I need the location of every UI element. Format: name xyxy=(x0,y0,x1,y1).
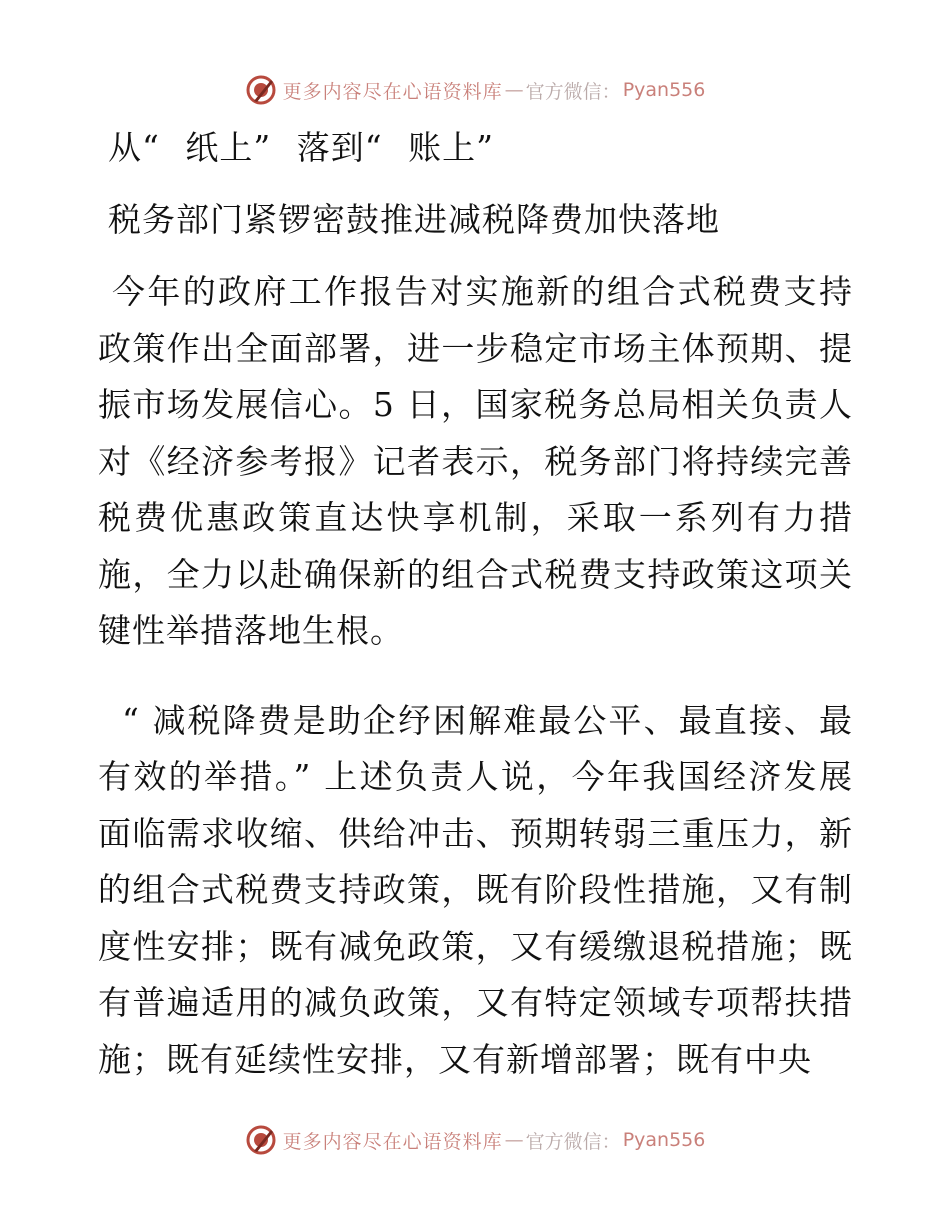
watermark-site-text: 更多内容尽在心语资料库 xyxy=(282,80,503,103)
watermark-wechat-id: Pyan556 xyxy=(622,1129,706,1151)
watermark-wechat-label: 官方微信： xyxy=(525,80,621,103)
article-body xyxy=(98,122,853,1121)
watermark-site-text: 更多内容尽在心语资料库 xyxy=(282,1130,503,1153)
watermark-dash: — xyxy=(504,1129,524,1151)
article-paragraph-1: 今年的政府工作报告对实施新的组合式税费支持政策作出全面部署，进一步稳定市场主体预期、提振市场发展信心。5 日，国家税务总局相关负责人对《经济参考报》记者表示，税务部门将持续完善税费优惠政策直达快享机制，采取一系列有力措施，全力以赴确保新的组合式税费支持政策这项关键性举措落地生根。 xyxy=(98,272,853,650)
watermark-wechat-label: 官方微信： xyxy=(525,1130,621,1153)
article-paragraph-2: “ 减税降费是助企纾困解难最公平、最直接、最有效的举措。” 上述负责人说，今年我国经济发展面临需求收缩、供给冲击、预期转弱三重压力，新的组合式税费支持政策，既有阶段性措施，又有制度性安排；既有减免政策，又有缓缴退税措施；既有普遍适用的减负政策，又有特定领域专项帮扶措施；既有延续性安排，又有新增部署；既有中央 xyxy=(98,700,853,1079)
header-watermark xyxy=(0,70,950,110)
watermark-dash: — xyxy=(504,79,524,101)
watermark-wechat-id: Pyan556 xyxy=(622,79,706,101)
footer-watermark xyxy=(0,1120,950,1160)
quill-pen-logo-icon xyxy=(245,74,277,106)
article-subtitle: 税务部门紧锣密鼓推进减税降费加快落地 xyxy=(108,200,720,239)
quill-pen-logo-icon xyxy=(245,1124,277,1156)
article-title: 从“ 纸上” 落到“ 账上” xyxy=(108,128,494,167)
